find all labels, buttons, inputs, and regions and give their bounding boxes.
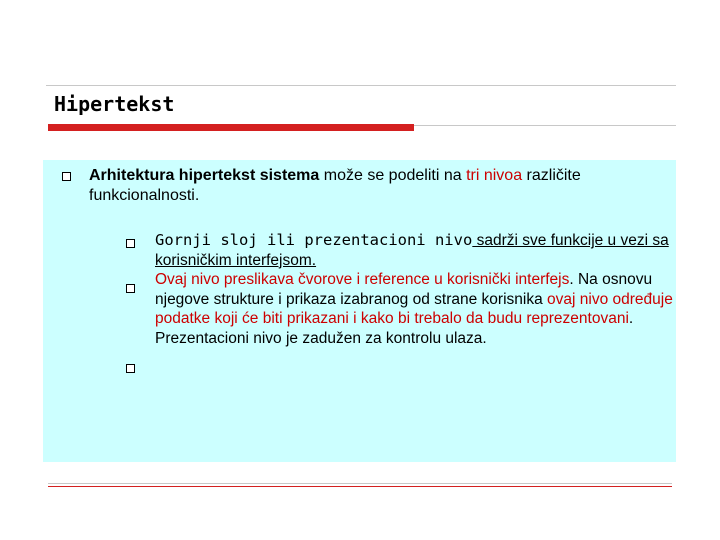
bullet-square-icon <box>62 172 71 181</box>
bullet-square-icon <box>126 284 135 293</box>
bottom-divider-red <box>48 486 672 487</box>
main-bullet-highlight: tri nivoa <box>466 167 523 184</box>
sub-bullet-1-description: sadrži sve funkcije u vezi sa korisničkim interfejsom. <box>155 232 669 269</box>
sub-bullet-2-black1: . Na osnovu njegove strukture i prikaza izabranog od strane korisnika <box>155 271 653 308</box>
bullet-square-icon <box>126 364 135 373</box>
sub-bullet-2 <box>155 270 675 329</box>
main-bullet-text <box>89 166 664 206</box>
top-divider <box>46 85 676 86</box>
sub-bullet-1 <box>155 231 675 270</box>
bottom-divider-gray <box>48 483 672 484</box>
slide-title: Hipertekst <box>54 92 175 116</box>
sub-bullet-1-connector: ili <box>257 231 305 249</box>
sub-bullet-2-red1: Ovaj nivo preslikava čvorove i reference u korisnički interfejs <box>155 271 570 288</box>
sub-bullet-1-term2: prezentacioni nivo <box>304 231 473 249</box>
sub-bullet-2-red2: ovaj nivo određuje podatke koji će biti prikazani i kako bi trebalo da budu reprezentovani <box>155 290 673 327</box>
title-accent-bar <box>48 124 414 131</box>
main-bullet-bold: Arhitektura hipertekst sistema <box>89 167 320 184</box>
sub-bullet-1-term: Gornji sloj <box>155 231 258 249</box>
bullet-square-icon <box>126 239 135 248</box>
sub-bullet-2-black2: . <box>628 310 634 327</box>
sub-bullet-3: Prezentacioni nivo je zadužen za kontrolu ulaza. <box>155 329 487 347</box>
main-bullet-post: različite funkcionalnosti. <box>89 167 581 204</box>
main-bullet-pre: može se podeliti na <box>319 167 467 184</box>
sub-bullets <box>155 231 675 348</box>
